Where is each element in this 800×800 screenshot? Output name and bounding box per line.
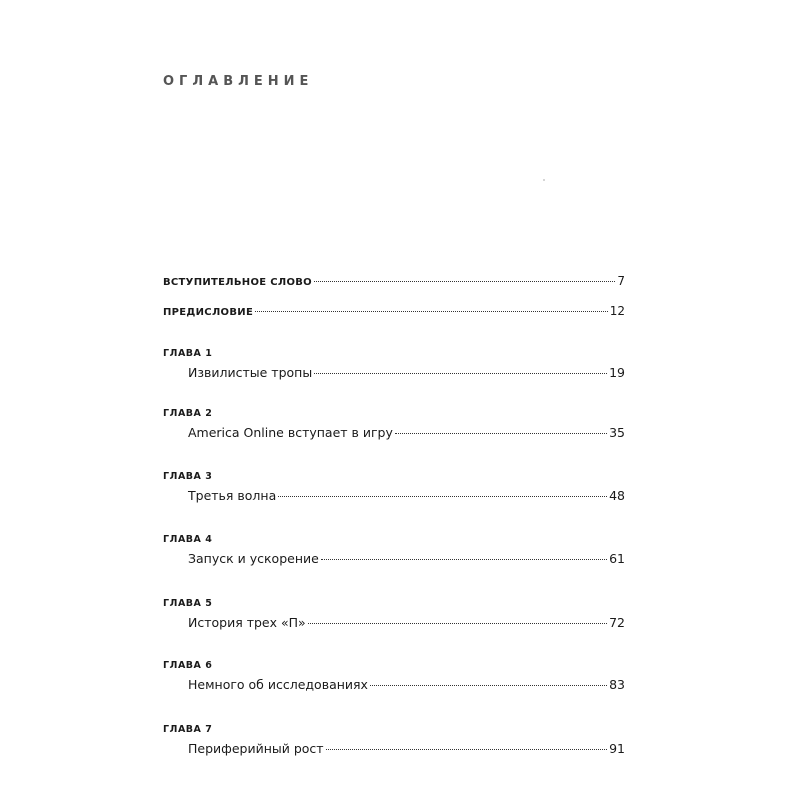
chapter-heading: ГЛАВА 6 [163,660,213,671]
dot-leader [314,281,615,282]
toc-chapter-entry[interactable] [163,488,625,503]
dot-leader [326,749,608,750]
toc-chapter-title: Третья волна [188,488,277,503]
toc-section-label: ПРЕДИСЛОВИЕ [163,307,254,318]
toc-page-number: 12 [609,304,625,318]
toc-section-preface[interactable] [163,304,625,318]
chapter-heading: ГЛАВА 3 [163,471,213,482]
toc-chapter-4 [163,534,625,566]
toc-page-number: 48 [609,488,625,503]
toc-chapter-title: История трех «П» [188,615,306,630]
dot-leader [314,373,607,374]
dot-leader [395,433,607,434]
page-title: ОГЛАВЛЕНИЕ [163,74,314,89]
chapter-heading: ГЛАВА 7 [163,724,213,735]
toc-page-number: 7 [617,274,625,288]
toc-chapter-entry[interactable] [163,677,625,692]
toc-page-number: 35 [609,425,625,440]
toc-chapter-title: Периферийный рост [188,741,324,756]
toc-page-number: 91 [609,741,625,756]
toc-chapter-entry[interactable] [163,425,625,440]
toc-page-number: 19 [609,365,625,380]
dot-leader [308,623,607,624]
chapter-heading: ГЛАВА 4 [163,534,213,545]
dot-leader [321,559,607,560]
toc-chapter-title: Запуск и ускорение [188,551,319,566]
chapter-heading: ГЛАВА 5 [163,598,213,609]
dot-leader [370,685,607,686]
toc-chapter-title: Немного об исследованиях [188,677,368,692]
toc-chapter-2 [163,408,625,440]
toc-page-number: 83 [609,677,625,692]
toc-page-number: 61 [609,551,625,566]
toc-section-foreword[interactable] [163,274,625,288]
toc-chapter-entry[interactable] [163,365,625,380]
toc-chapter-title: America Online вступает в игру [188,425,393,440]
toc-chapter-entry[interactable] [163,615,625,630]
toc-page-number: 72 [609,615,625,630]
toc-chapter-1 [163,348,625,380]
chapter-heading: ГЛАВА 2 [163,408,213,419]
dot-leader [255,311,608,312]
toc-chapter-5 [163,598,625,630]
toc-chapter-3 [163,471,625,503]
toc-chapter-7 [163,724,625,756]
toc-chapter-entry[interactable] [163,551,625,566]
toc-chapter-entry[interactable] [163,741,625,756]
toc-chapter-6 [163,660,625,692]
dot-leader [278,496,607,497]
toc-chapter-title: Извилистые тропы [188,365,313,380]
chapter-heading: ГЛАВА 1 [163,348,213,359]
toc-section-label: ВСТУПИТЕЛЬНОЕ СЛОВО [163,277,312,288]
paper-speck [543,179,545,181]
